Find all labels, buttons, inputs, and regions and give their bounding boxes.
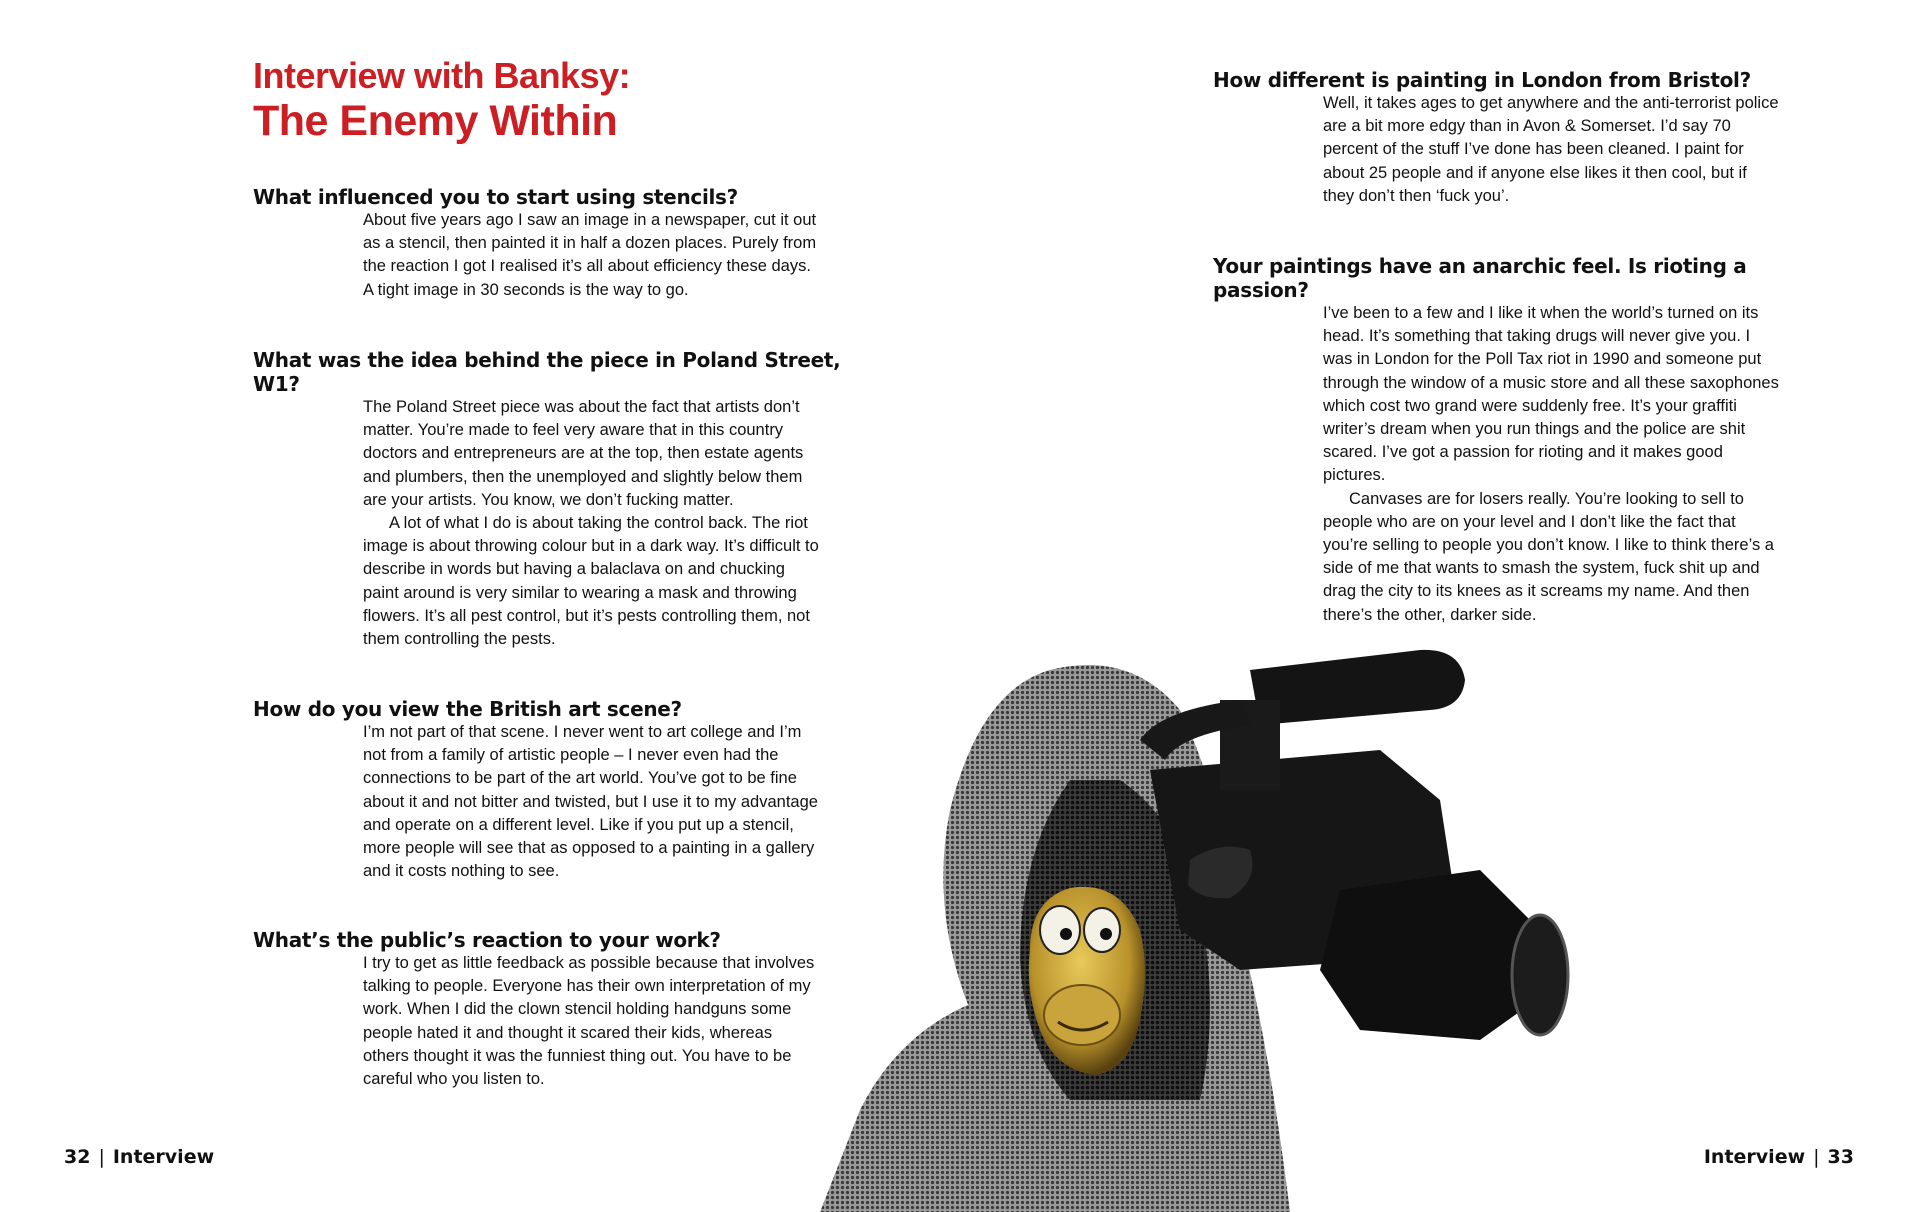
folio-left <box>64 1146 214 1168</box>
answer-paragraph: I’ve been to a few and I like it when the world’s turned on its head. It’s something that taking drugs will never give you. I was in London for the Poll Tax riot in 1990 and someone put through the window of a music store and all these saxophones which cost two grand were suddenly free. It’s your graffiti writer’s dream when you run things and the police are shit scared. I’ve got a passion for rioting and it makes good pictures. <box>1323 304 1779 485</box>
answer-body <box>363 209 821 302</box>
article-title <box>253 55 813 145</box>
answer-paragraph: About five years ago I saw an image in a newspaper, cut it out as a stencil, then painted it in half a dozen places. Purely from the reaction I got I realised it’s all about efficiency these days. A tight image in 30 seconds is the way to go. <box>363 211 817 299</box>
qa-section-poland-street <box>253 348 853 651</box>
question-heading: How different is painting in London from Bristol? <box>1213 68 1751 92</box>
page-number: 33 <box>1827 1146 1854 1168</box>
answer-paragraph: Well, it takes ages to get anywhere and the anti-terrorist police are a bit more edgy than in Avon & Somerset. I’d say 70 percent of the stuff I’ve done has been cleaned. I paint for about 25 people and if anyone else likes it then cool, but if they don’t then ‘fuck you’. <box>1323 94 1779 205</box>
answer-body <box>1323 302 1781 627</box>
answer-body <box>363 396 821 651</box>
answer-body <box>363 952 821 1091</box>
answer-paragraph: Canvases are for losers really. You’re looking to sell to people who are on your level and I don’t like the fact that you’re selling to people you don’t know. I like to think there’s a side of me that wants to smash the system, fuck shit up and drag the city to its knees as it screams my name. And then there’s the other, darker side. <box>1323 489 1774 624</box>
answer-paragraph: The Poland Street piece was about the fact that artists don’t matter. You’re made to feel very aware that in this country doctors and entrepreneurs are at the top, then estate agents and plumbers, then the unemployed and slightly below them are your artists. You know, we don’t fucking matter. <box>363 398 804 509</box>
question-heading: What’s the public’s reaction to your work? <box>253 928 721 952</box>
page-number: 32 <box>64 1146 91 1168</box>
answer-paragraph: I try to get as little feedback as possible because that involves talking to people. Everyone has their own interpretation of my work. When I did the clown stencil holding handguns some people hated it and thought it scared their kids, whereas others thought it was the funniest thing out. You have to be careful who you listen to. <box>363 954 815 1089</box>
section-label: Interview <box>1703 1146 1806 1168</box>
title-line-1: Interview with Banksy: <box>253 55 631 96</box>
qa-section-public-reaction <box>253 928 853 1091</box>
qa-section-london-bristol <box>1213 68 1813 208</box>
question-heading: How do you view the British art scene? <box>253 697 682 721</box>
qa-section-stencils <box>253 185 853 302</box>
answer-body <box>363 721 821 883</box>
question-heading: What influenced you to start using stencils? <box>253 185 738 209</box>
qa-section-rioting <box>1213 254 1813 627</box>
answer-body <box>1323 92 1781 208</box>
qa-section-british-art-scene <box>253 697 853 883</box>
question-heading: Your paintings have an anarchic feel. Is rioting a passion? <box>1213 254 1747 302</box>
answer-paragraph: A lot of what I do is about taking the control back. The riot image is about throwing colour but in a dark way. It’s difficult to describe in words but having a balaclava on and chucking paint around is very similar to wearing a mask and throwing flowers. It’s all pest control, but it’s pests controlling them, not them controlling the pests. <box>363 514 819 649</box>
question-heading: What was the idea behind the piece in Poland Street, W1? <box>253 348 841 396</box>
answer-paragraph: I’m not part of that scene. I never went to art college and I’m not from a family of artistic people – I never even had the connections to be part of the art world. You’ve got to be fine about it and not bitter and twisted, but I use it to my advantage and operate on a different level. Like if you put up a stencil, more people will see that as opposed to a painting in a gallery and it costs nothing to see. <box>363 723 818 881</box>
photo-illustration <box>820 630 1720 1212</box>
hooded-monkey-camera-photo <box>820 630 1720 1212</box>
section-label: Interview <box>112 1146 215 1168</box>
folio-right <box>1704 1146 1854 1168</box>
title-line-2: The Enemy Within <box>253 97 618 145</box>
folio-separator: | <box>1813 1146 1820 1168</box>
folio-separator: | <box>98 1146 105 1168</box>
